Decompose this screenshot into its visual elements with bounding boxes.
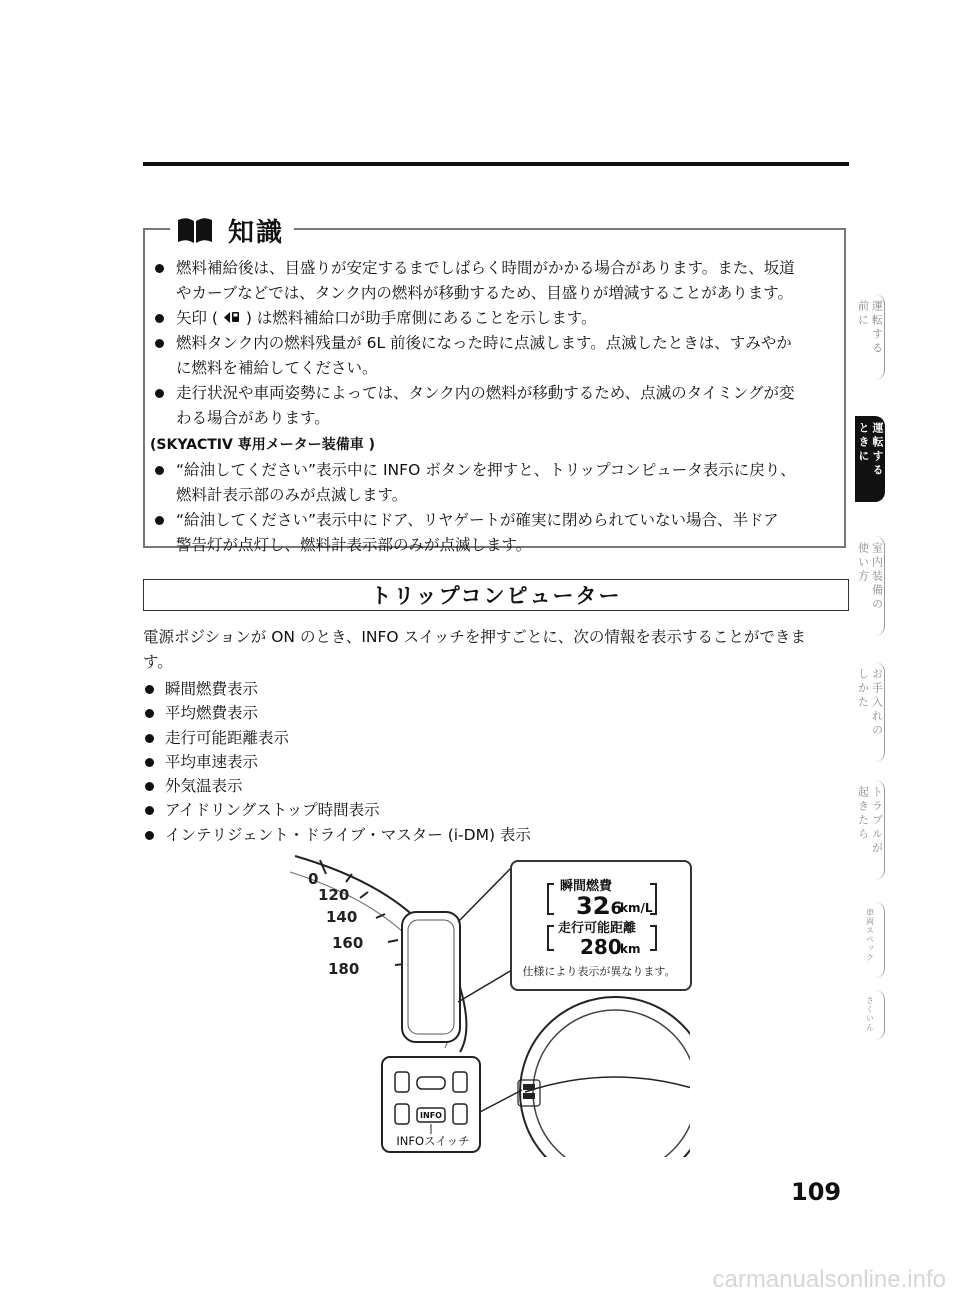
list-item [150,381,840,431]
section-intro: 電源ポジションが ON のとき、INFO スイッチを押すごとに、次の情報を表示することができま す。 [143,628,806,671]
display-readout [512,862,686,985]
speedo-tick-label: 120 [318,886,350,904]
list-item: アイドリングストップ時間表示 [143,798,643,822]
bullet-icon [155,264,164,273]
display-note: 仕様により表示が異なります。 [522,965,676,978]
speedo-tick-label: 140 [326,908,358,926]
knowledge-title: 知識 [228,217,285,248]
info-button-label: INFO [420,1111,442,1120]
fuel-door-arrow-icon [223,310,241,325]
bullet-icon [155,389,164,398]
display2-label: 走行可能距離 [558,921,637,936]
list-item [150,458,840,508]
display-callout [510,860,692,991]
book-icon [176,216,214,244]
bullet-icon [145,685,154,694]
bullet-icon [155,339,164,348]
list-item: 走行可能距離表示 [143,726,643,750]
display1-unit: km/L [620,901,653,915]
bullet-icon [145,758,154,767]
list-item-text: 燃料補給後は、目盛りが安定するまでしばらく時間がかかる場合があります。また、坂道 [176,259,795,277]
display1-label: 瞬間燃費 [560,879,613,894]
list-item: 平均燃費表示 [143,701,643,725]
watermark: carmanualsonline.info [712,1266,946,1293]
bullet-icon [145,806,154,815]
side-tab-trouble[interactable]: トラブルが 起きたら [855,780,885,880]
side-tab-specs[interactable]: 車両スペック [855,902,885,978]
display2-value: 280 [580,935,622,959]
display2-unit: km [620,942,641,956]
bullet-icon [155,314,164,323]
bullet-icon [145,709,154,718]
top-rule [143,162,849,166]
side-tab-before-driving[interactable]: 運転する 前に [855,294,885,380]
list-item: 外気温表示 [143,774,643,798]
list-item-text: 燃料タンク内の燃料残量が 6L 前後になった時に点滅します。点滅したときは、すみやか [176,334,792,352]
bullet-icon [145,734,154,743]
list-item-text: “給油してください”表示中にドア、リヤゲートが確実に閉められていない場合、半ドア [176,511,779,529]
list-item-text: やカーブなどでは、タンク内の燃料が移動するため、目盛りが増減することがあります。 [176,284,794,302]
list-item: 瞬間燃費表示 [143,677,643,701]
side-tab-interior[interactable]: 室内装備の 使い方 [855,536,885,636]
list-item [150,508,840,558]
list-item [150,306,840,331]
list-item-text: “給油してください”表示中に INFO ボタンを押すと、トリップコンピュータ表示に戻り、 [176,461,796,479]
info-switch-caption: INFOスイッチ [396,1134,470,1148]
list-item: 平均車速表示 [143,750,643,774]
display1-value-int: 32 [576,892,610,920]
list-item-text: わる場合があります。 [176,409,330,427]
side-tab-while-driving[interactable]: 運転する ときに [855,416,885,502]
list-item-text: 警告灯が点灯し、燃料計表示部のみが点滅します。 [176,536,532,554]
section-title: トリップコンピューター [143,579,849,611]
side-tab-index[interactable]: さくいん [855,990,885,1040]
speedo-tick-label: 180 [328,960,360,978]
knowledge-list [150,256,840,558]
info-list [143,677,643,847]
list-item-text: 燃料計表示部のみが点滅します。 [176,486,408,504]
list-item-text: 走行状況や車両姿勢によっては、タンク内の燃料が移動するため、点滅のタイミングが変 [176,384,795,402]
bullet-icon [155,466,164,475]
knowledge-header [170,212,294,248]
bullet-icon [145,782,154,791]
display1-value-dec: .6 [604,899,623,919]
bullet-icon [145,831,154,840]
list-item: インテリジェント・ドライブ・マスター (i-DM) 表示 [143,823,643,847]
list-item [150,256,840,306]
list-item-text: 矢印 ( ) は燃料補給口が助手席側にあることを示します。 [176,309,597,327]
page-number: 109 [791,1178,842,1206]
list-item [150,331,840,381]
bullet-icon [155,516,164,525]
knowledge-subheading: (SKYACTIV 専用メーター装備車 ) [150,437,375,453]
side-tab-maintenance[interactable]: お手入れの しかた [855,662,885,762]
list-item-text: に燃料を補給してください。 [176,359,378,377]
speedo-tick-label: 160 [332,934,364,952]
speedo-tick-label: 0 [308,870,319,888]
